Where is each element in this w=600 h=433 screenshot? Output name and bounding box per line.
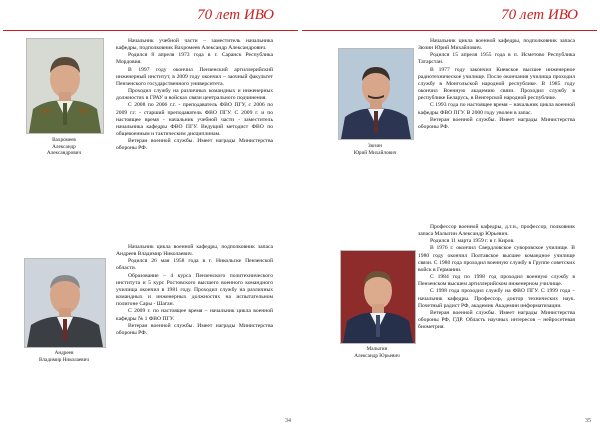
page-number-right: 35 (585, 418, 591, 424)
bio-paragraph: Родился 11 марта 1959 г. в г. Киров. (430, 238, 515, 245)
bio-paragraph: Образование – 4 курса Пензенского политехнического института и 5 курс Ростовского высшего военного командного училища окончил в 1981 году. Проходил службу на различных командных и инженерных должностях на испытательном полигоне Сары - Шаган. (116, 272, 273, 308)
bio-paragraph: Начальник цикла военной кафедры, подполковник запаса Андреев Владимир Николаевич. (116, 244, 273, 258)
caption-vakhromeev (14, 137, 114, 157)
right-page-title: 70 лет ИВО (501, 7, 578, 23)
caption-line: Александр Юрьевич (354, 352, 400, 359)
portrait-zyuzin-image (339, 49, 413, 139)
caption-line: Юрий Михайлович (353, 149, 397, 156)
portrait-andreev (24, 258, 106, 348)
left-header-rule (3, 30, 298, 31)
bio-malygin (418, 224, 575, 331)
bio-paragraph: Ветеран военной службы. Имеет награды Министерства обороны РФ. (116, 322, 273, 336)
bio-paragraph: Проходил службу на различных командных и инженерных должностях в ГРАУ и войсках связи центрального подчинения. (116, 88, 273, 102)
left-page-title: 70 лет ИВО (197, 7, 274, 23)
portrait-vakhromeev (26, 38, 104, 134)
bio-paragraph: С 1984 год по 1998 год проходил военную службу в Пензенском высшем артиллерийском инженерном училище. (418, 274, 575, 288)
caption-line: Вахромеев (52, 137, 76, 143)
bio-zyuzin (418, 38, 575, 131)
portrait-andreev-image (25, 259, 105, 347)
bio-paragraph: Родился 15 апреля 1955 года в п. Исметово Республика Татарстан. (418, 52, 575, 66)
bio-paragraph: В 1997 году окончил Пензенский артиллерийский инженерный институт, в 2009 году окончил – заочный факультет Пензенского государственного университета. (116, 66, 273, 87)
bio-paragraph: Начальник учебной части – заместитель начальника кафедры, подполковник Вахромеев Александр Александрович. (116, 38, 273, 52)
bio-paragraph: Родился 8 апреля 1973 года в г. Саранск Республика Мордовия. (116, 52, 273, 66)
caption-malygin (317, 346, 437, 359)
bio-paragraph: Ветеран военной службы. Имеет награды Министерства обороны РФ, ГДР. Область научных интересов – нейросетевая биометрия. (418, 309, 575, 331)
caption-line: Александр (52, 143, 76, 150)
caption-line: Александрович (46, 150, 82, 157)
caption-line: Малыгин (366, 346, 388, 352)
bio-vakhromeev (116, 38, 273, 153)
bio-paragraph: С 2009 г. по настоящее время – начальник цикла военной кафедры № 1 ФВО ПГУ. (116, 308, 273, 322)
caption-zyuzin (320, 143, 430, 156)
caption-line: Зюзин (367, 143, 383, 149)
bio-paragraph: Профессор военной кафедры, д.т.н., профессор, полковник запаса Малыгин Александр Юрьевич. (418, 224, 575, 238)
bio-paragraph: Ветеран военной службы. Имеет награды Министерства обороны РФ. (116, 138, 273, 152)
bio-paragraph: В 1976 г. окончил Свердловское суворовское училище. В 1980 году окончил Полтавское высшее командное училище связи. С 1980 года проходил военную службу в Группе советских войск в Германии. (418, 245, 575, 273)
portrait-zyuzin (338, 48, 414, 140)
bio-paragraph: С 1998 года проходил службу на ФВО ПГУ. С 1999 года – начальник кафедры. Профессор, доктор технических наук. Почетный радист РФ, академик Академии информатизации. (418, 288, 575, 309)
caption-line: Андреев (54, 350, 74, 356)
bio-paragraph: Начальник цикла военной кафедры, подполковник запаса Зюзин Юрий Михайлович. (418, 38, 575, 52)
right-page (300, 0, 600, 433)
right-header-rule (302, 30, 597, 31)
bio-paragraph: С 1993 года по настоящее время – начальник цикла военной кафедры ФВО ПГУ. В 2000 году уволен в запас. (418, 102, 575, 116)
portrait-malygin-image (341, 251, 415, 343)
portrait-malygin (340, 250, 416, 344)
bio-paragraph: В 1977 году закончил Киевское высшее инженерное радиотехническое училище. После окончания училища проходил службу в Монгольской народной республике. В 1985 году окончил Военную академию связи. Проходил службу в республике Беларусь, в Венгерской народной республике. (418, 66, 575, 102)
bio-paragraph: Родился 26 мая 1958 года в г. Никольске Пензенской области. (116, 258, 273, 272)
caption-line: Владимир Николаевич (38, 356, 90, 363)
caption-andreev (4, 350, 124, 363)
bio-paragraph: Ветеран военной службы. Имеет награды Министерства обороны РФ. (418, 116, 575, 130)
page-number-left: 34 (285, 418, 291, 424)
bio-paragraph: С 2008 по 2006 г.г. - преподаватель ФВО ПГУ, с 2006 по 2009 г.г. - старший преподаватель ФВО ПГУ. С 2009 г. и по настоящее время - начальник учебной части - заместитель начальника кафедры ФВО ПГУ. Ведущий методист ФВО по общевоенным и тактическим дисциплинам. (116, 102, 273, 138)
portrait-vakhromeev-image (27, 39, 103, 133)
bio-andreev (116, 244, 273, 337)
